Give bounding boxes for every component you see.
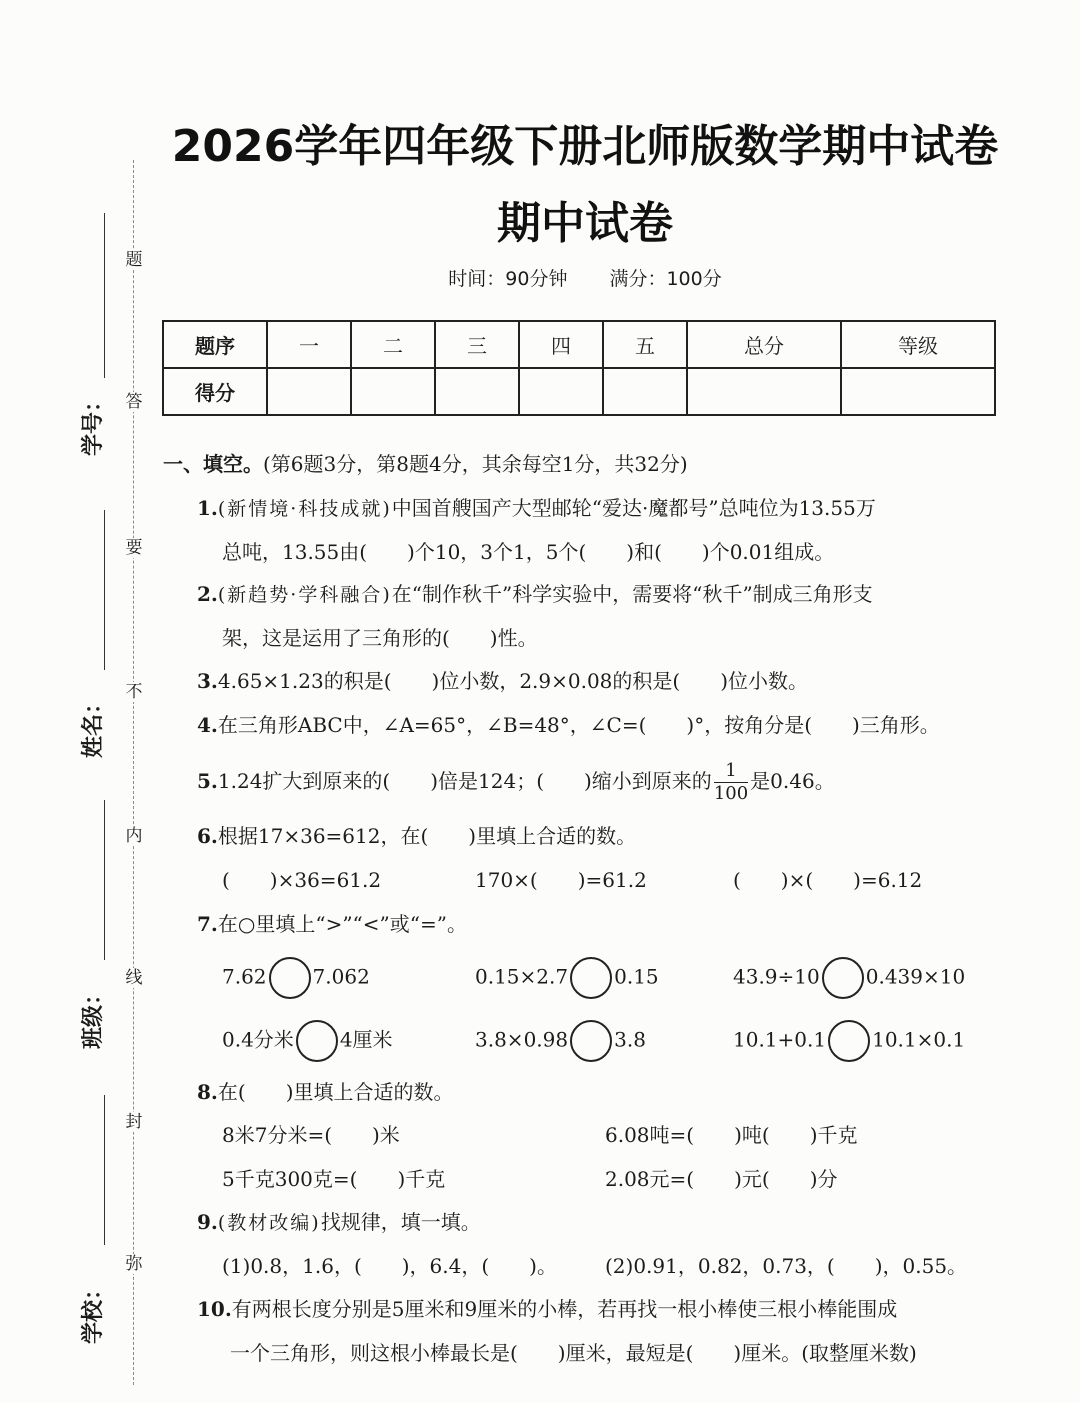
- score-table: [162, 320, 996, 416]
- field-underline: [104, 510, 105, 670]
- compare-left: 10.1+0.1: [733, 1027, 827, 1052]
- score-cell[interactable]: [267, 368, 351, 415]
- q8-item: 2.08元=( )元( )分: [605, 1167, 838, 1191]
- compare-right: 3.8: [614, 1027, 646, 1052]
- question-text: 找规律，填一填。: [320, 1210, 481, 1234]
- column-header: 三: [435, 321, 519, 368]
- compare-left: 0.15×2.7: [475, 964, 569, 989]
- question-1: [197, 494, 876, 523]
- question-number: 10.: [197, 1297, 232, 1321]
- question-number: 5.: [197, 769, 218, 793]
- score-cell[interactable]: [351, 368, 435, 415]
- compare-circle[interactable]: [828, 1020, 870, 1062]
- compare-item: [222, 1020, 393, 1062]
- question-text: 在( )里填上合适的数。: [217, 1080, 454, 1104]
- q6-item: ( )×36=61.2: [222, 868, 382, 892]
- column-header: 二: [351, 321, 435, 368]
- q9-item: (1)0.8，1.6，( )，6.4，( )。: [222, 1254, 557, 1278]
- seal-char: 题: [125, 250, 143, 270]
- question-7: [197, 910, 467, 938]
- exam-meta: [160, 264, 1010, 291]
- question-9: [197, 1208, 481, 1237]
- field-underline: [104, 213, 105, 378]
- seal-char: 不: [125, 682, 143, 702]
- score-cell[interactable]: [519, 368, 603, 415]
- question-10-line-2: 一个三角形，则这根小棒最长是( )厘米，最短是( )厘米。(取整厘米数): [230, 1341, 917, 1365]
- compare-circle[interactable]: [570, 1020, 612, 1062]
- header-label: 题序: [163, 321, 267, 368]
- seal-char: 答: [125, 392, 143, 412]
- time-limit: 时间：90分钟: [448, 268, 568, 290]
- fraction-denominator: 100: [713, 783, 749, 804]
- question-text: 根据17×36=612，在( )里填上合适的数。: [217, 824, 637, 848]
- question-2-line-2: 架，这是运用了三角形的( )性。: [222, 626, 538, 650]
- q6-item: ( )×( )=6.12: [733, 868, 923, 892]
- compare-circle[interactable]: [296, 1020, 338, 1062]
- compare-circle[interactable]: [822, 957, 864, 999]
- question-4: [197, 711, 940, 739]
- compare-left: 43.9÷10: [733, 964, 820, 989]
- fraction-numerator: 1: [714, 760, 748, 783]
- score-table-header-row: [163, 321, 995, 368]
- question-2: [197, 580, 873, 609]
- score-cell[interactable]: [435, 368, 519, 415]
- full-score: 满分：100分: [609, 268, 722, 290]
- question-tag: (新情境·科技成就): [217, 498, 392, 520]
- question-number: 7.: [197, 912, 218, 936]
- row-label: 得分: [163, 368, 267, 415]
- compare-right: 0.15: [614, 964, 659, 989]
- field-underline: [104, 800, 105, 960]
- column-header: 四: [519, 321, 603, 368]
- question-tag: (教材改编): [217, 1212, 321, 1234]
- seal-char: 内: [125, 826, 143, 846]
- compare-left: 0.4分米: [222, 1027, 294, 1052]
- question-number: 1.: [197, 496, 218, 520]
- seal-char: 要: [125, 538, 143, 558]
- question-text: 中国首艘国产大型邮轮“爱达·魔都号”总吨位为13.55万: [391, 496, 876, 520]
- column-header: 等级: [841, 321, 995, 368]
- question-text: 有两根长度分别是5厘米和9厘米的小棒，若再找一根小棒使三根小棒能围成: [231, 1297, 898, 1321]
- seal-dashed-line: [133, 160, 134, 1385]
- question-text-end: 是0.46。: [750, 769, 835, 793]
- score-cell[interactable]: [841, 368, 995, 415]
- school-label: 学校：: [81, 1277, 106, 1344]
- compare-right: 10.1×0.1: [872, 1027, 966, 1052]
- fraction: [714, 760, 748, 805]
- compare-item: [733, 1020, 965, 1062]
- q8-item: 5千克300克=( )千克: [222, 1167, 446, 1191]
- compare-item: [475, 957, 659, 999]
- section-title: 一、填空。: [163, 452, 263, 476]
- field-underline: [104, 1095, 105, 1245]
- question-number: 2.: [197, 582, 218, 606]
- column-header: 五: [603, 321, 687, 368]
- compare-circle[interactable]: [570, 957, 612, 999]
- question-number: 3.: [197, 669, 218, 693]
- question-text: 在三角形ABC中，∠A=65°，∠B=48°，∠C=( )°，按角分是( )三角形。: [217, 713, 940, 737]
- compare-right: 4厘米: [339, 1027, 393, 1052]
- question-text: 在○里填上“>”“<”或“=”。: [217, 912, 467, 936]
- page-subtitle: 期中试卷: [497, 198, 673, 249]
- compare-item: [733, 957, 965, 999]
- seal-char: 封: [125, 1112, 143, 1132]
- seal-char: 弥: [125, 1254, 143, 1274]
- column-header: 总分: [687, 321, 841, 368]
- section-heading: [163, 450, 688, 478]
- question-text: 在“制作秋千”科学实验中，需要将“秋千”制成三角形支: [391, 582, 873, 606]
- column-header: 一: [267, 321, 351, 368]
- compare-right: 7.062: [312, 964, 370, 989]
- page-title: 2026学年四年级下册北师版数学期中试卷: [171, 121, 999, 172]
- section-note: (第6题3分，第8题4分，其余每空1分，共32分): [263, 452, 688, 476]
- question-5: [197, 760, 835, 805]
- question-number: 6.: [197, 824, 218, 848]
- question-tag: (新趋势·学科融合): [217, 584, 392, 606]
- question-number: 4.: [197, 713, 218, 737]
- q9-item: (2)0.91，0.82，0.73，( )，0.55。: [605, 1254, 968, 1278]
- score-cell[interactable]: [687, 368, 841, 415]
- question-6: [197, 822, 636, 850]
- compare-item: [475, 1020, 646, 1062]
- question-number: 9.: [197, 1210, 218, 1234]
- seal-char: 线: [125, 968, 143, 988]
- compare-left: 3.8×0.98: [475, 1027, 569, 1052]
- q8-item: 8米7分米=( )米: [222, 1123, 400, 1147]
- score-cell[interactable]: [603, 368, 687, 415]
- question-text: 1.24扩大到原来的( )倍是124；( )缩小到原来的: [217, 769, 712, 793]
- student-id-label: 学号：: [81, 389, 106, 456]
- class-label: 班级：: [81, 982, 106, 1049]
- question-10: [197, 1295, 897, 1323]
- q8-item: 6.08吨=( )吨( )千克: [605, 1123, 858, 1147]
- question-text: 4.65×1.23的积是( )位小数，2.9×0.08的积是( )位小数。: [217, 669, 809, 693]
- question-8: [197, 1078, 454, 1106]
- score-table-score-row: [163, 368, 995, 415]
- question-3: [197, 667, 808, 695]
- question-1-line-2: 总吨，13.55由( )个10，3个1，5个( )和( )个0.01组成。: [222, 540, 835, 564]
- compare-left: 7.62: [222, 964, 267, 989]
- question-number: 8.: [197, 1080, 218, 1104]
- q6-item: 170×( )=61.2: [475, 868, 647, 892]
- compare-circle[interactable]: [269, 957, 311, 999]
- compare-right: 0.439×10: [865, 964, 966, 989]
- compare-item: [222, 957, 370, 999]
- name-label: 姓名：: [81, 691, 106, 758]
